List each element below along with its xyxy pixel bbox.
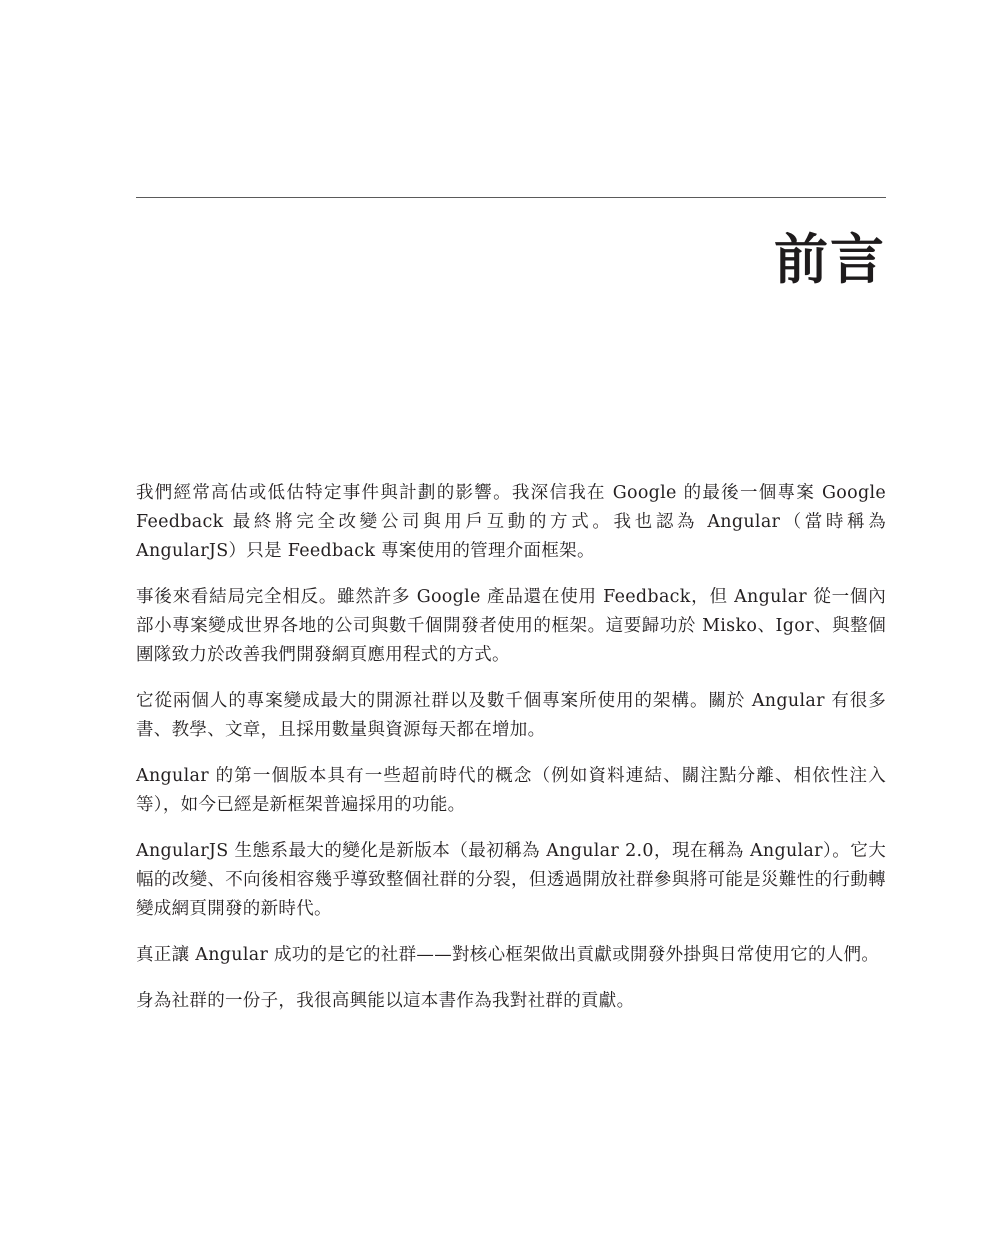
header-rule [136, 197, 886, 198]
page-title: 前言 [774, 228, 886, 291]
paragraph-3: 它從兩個人的專案變成最大的開源社群以及數千個專案所使用的架構。關於 Angular 有很多書、教學、文章，且採用數量與資源每天都在增加。 [136, 691, 886, 740]
paragraph-6: 真正讓 Angular 成功的是它的社群——對核心框架做出貢獻或開發外掛與日常使用它的人們。 [136, 945, 880, 965]
paragraph-4: Angular 的第一個版本具有一些超前時代的概念（例如資料連結、關注點分離、相依性注入等），如今已經是新框架普遍採用的功能。 [136, 766, 886, 815]
paragraph-1: 我們經常高估或低估特定事件與計劃的影響。我深信我在 Google 的最後一個專案 Google Feedback 最終將完全改變公司與用戶互動的方式。我也認為 Angular（當時稱為 AngularJS）只是 Feedback 專案使用的管理介面框架。 [136, 483, 886, 561]
paragraph-7: 身為社群的一份子，我很高興能以這本書作為我對社群的貢獻。 [136, 991, 635, 1011]
paragraph-2: 事後來看結局完全相反。雖然許多 Google 產品還在使用 Feedback，但 Angular 從一個內部小專案變成世界各地的公司與數千個開發者使用的框架。這要歸功於 Misko、Igor、與整個團隊致力於改善我們開發網頁應用程式的方式。 [136, 587, 886, 665]
paragraph-5: AngularJS 生態系最大的變化是新版本（最初稱為 Angular 2.0，現在稱為 Angular）。它大幅的改變、不向後相容幾乎導致整個社群的分裂，但透過開放社群參與將可能是災難性的行動轉變成網頁開發的新時代。 [136, 841, 886, 919]
preface-body [136, 479, 886, 1033]
